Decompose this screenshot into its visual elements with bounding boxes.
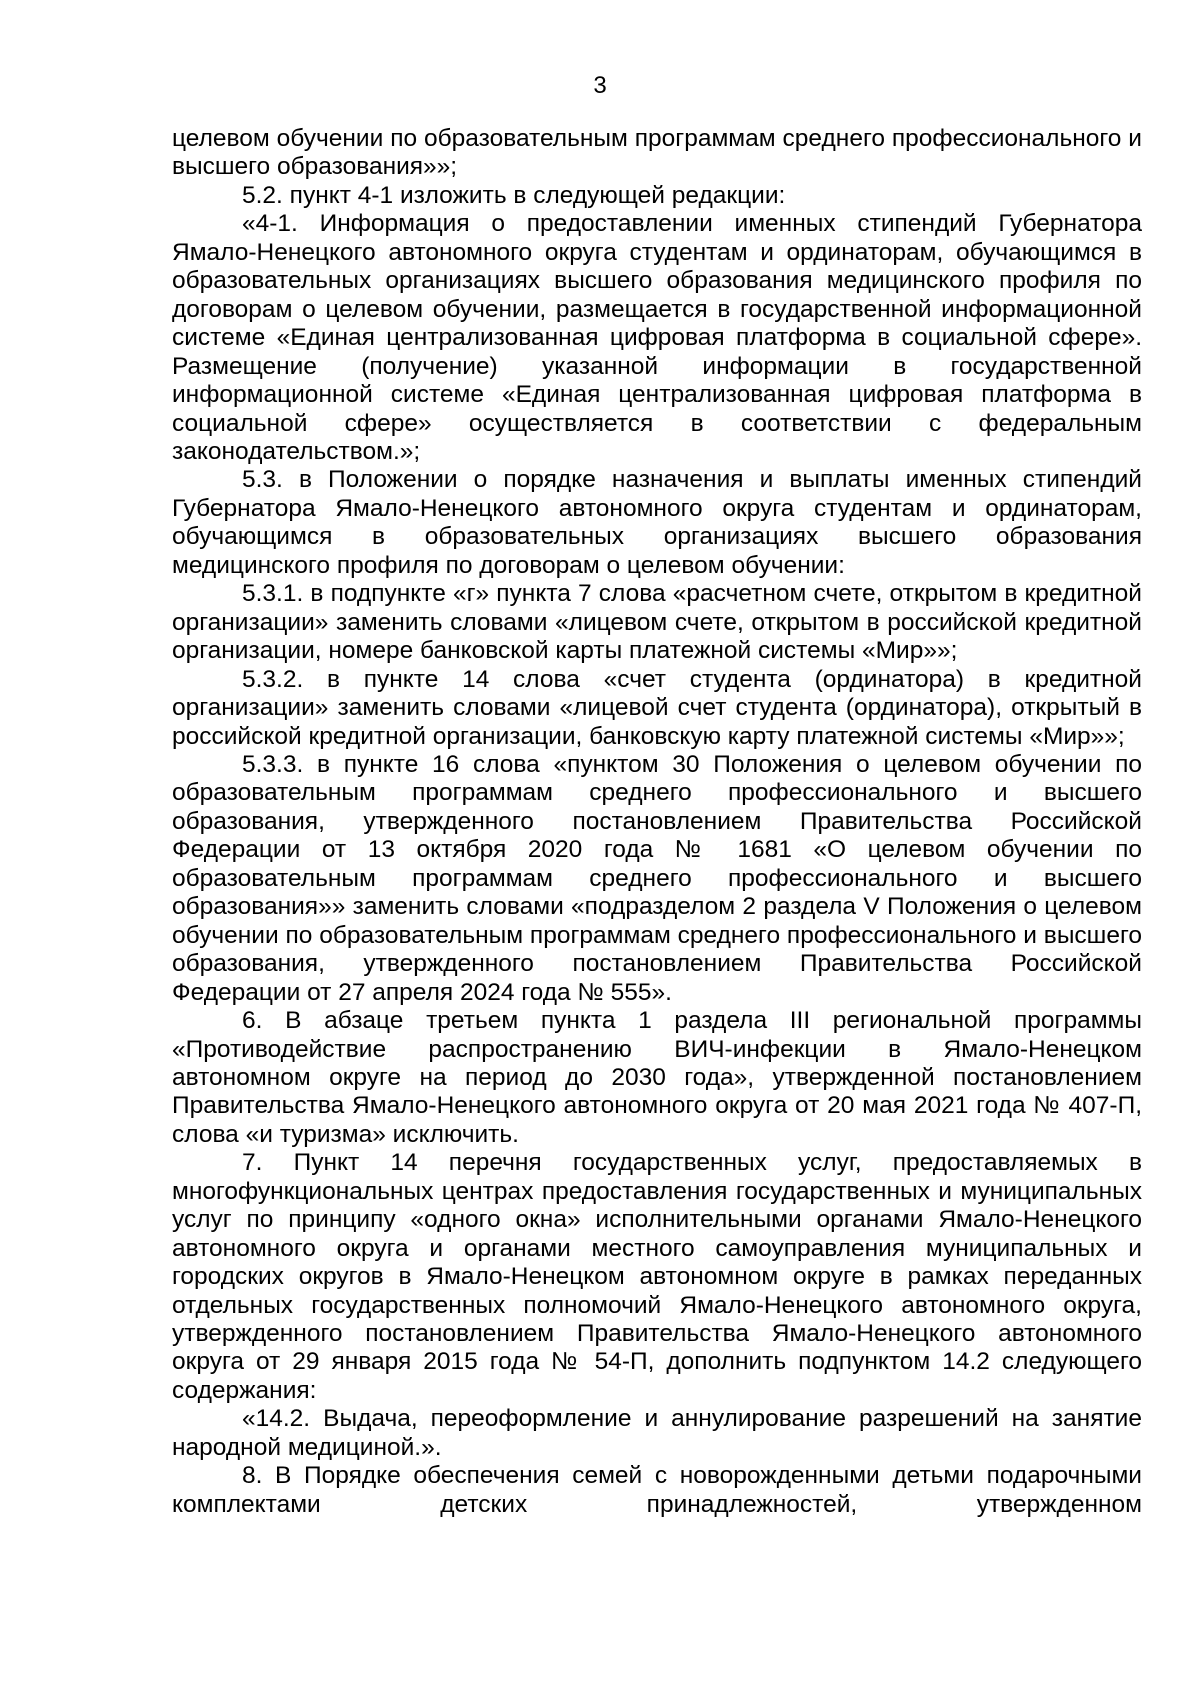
paragraph-5-3: 5.3. в Положении о порядке назначения и выплаты именных стипендий Губернатора Ямало-Ненецкого автономного округа студентам и ординаторам, обучающимся в образовательных организациях высшего образования медицинского профиля по договорам о целевом обучении: (172, 466, 1142, 579)
page-number: 3 (593, 72, 607, 99)
paragraph-4-1-quote: «4-1. Информация о предоставлении именных стипендий Губернатора Ямало-Ненецкого автономного округа студентам и ординаторам, обучающимся в образовательных организациях высшего образования медицинского профиля по договорам о целевом обучении, размещается в государственной информационной системе «Единая централизованная цифровая платформа в социальной сфере». Размещение (получение) указанной информации в государственной информационной системе «Единая централизованная цифровая платформа в социальной сфере» осуществляется в соответствии с федеральным законодательством.»; (172, 210, 1142, 465)
paragraph-5-3-3: 5.3.3. в пункте 16 слова «пунктом 30 Положения о целевом обучении по образовательным программам среднего профессионального и высшего образования, утвержденного постановлением Правительства Российской Федерации от 13 октября 2020 года № 1681 «О целевом обучении по образовательным программам среднего профессионального и высшего образования»» заменить словами «подразделом 2 раздела V Положения о целевом обучении по образовательным программам среднего профессионального и высшего образования, утвержденного постановлением Правительства Российской Федерации от 27 апреля 2024 года № 555». (172, 750, 1142, 1006)
document-body (172, 125, 1142, 1519)
paragraph-7: 7. Пункт 14 перечня государственных услуг, предоставляемых в многофункциональных центрах предоставления государственных и муниципальных услуг по принципу «одного окна» исполнительными органами Ямало-Ненецкого автономного округа и органами местного самоуправления муниципальных и городских округов в Ямало-Ненецком автономном округе в рамках переданных отдельных государственных полномочий Ямало-Ненецкого автономного округа, утвержденного постановлением Правительства Ямало-Ненецкого автономного округа от 29 января 2015 года № 54-П, дополнить подпунктом 14.2 следующего содержания: (172, 1149, 1142, 1404)
paragraph-continuation: целевом обучении по образовательным программам среднего профессионального и высшего образования»»; (172, 125, 1142, 181)
paragraph-8: 8. В Порядке обеспечения семей с новорожденными детьми подарочными комплектами детских принадлежностей, утвержденном (172, 1462, 1142, 1518)
paragraph-5-3-2: 5.3.2. в пункте 14 слова «счет студента (ординатора) в кредитной организации» заменить словами «лицевой счет студента (ординатора), открытый в российской кредитной организации, банковскую карту платежной системы «Мир»»; (172, 665, 1142, 750)
paragraph-5-2: 5.2. пункт 4-1 изложить в следующей редакции: (242, 181, 786, 209)
paragraph-6: 6. В абзаце третьем пункта 1 раздела III региональной программы «Противодействие распространению ВИЧ-инфекции в Ямало-Ненецком автономном округе на период до 2030 года», утвержденной постановлением Правительства Ямало-Ненецкого автономного округа от 20 мая 2021 года № 407-П, слова «и туризма» исключить. (172, 1007, 1142, 1148)
paragraph-5-3-1: 5.3.1. в подпункте «г» пункта 7 слова «расчетном счете, открытом в кредитной организации» заменить словами «лицевом счете, открытом в российской кредитной организации, номере банковской карты платежной системы «Мир»»; (172, 580, 1142, 665)
paragraph-14-2-quote: «14.2. Выдача, переоформление и аннулирование разрешений на занятие народной медициной.». (172, 1405, 1142, 1461)
